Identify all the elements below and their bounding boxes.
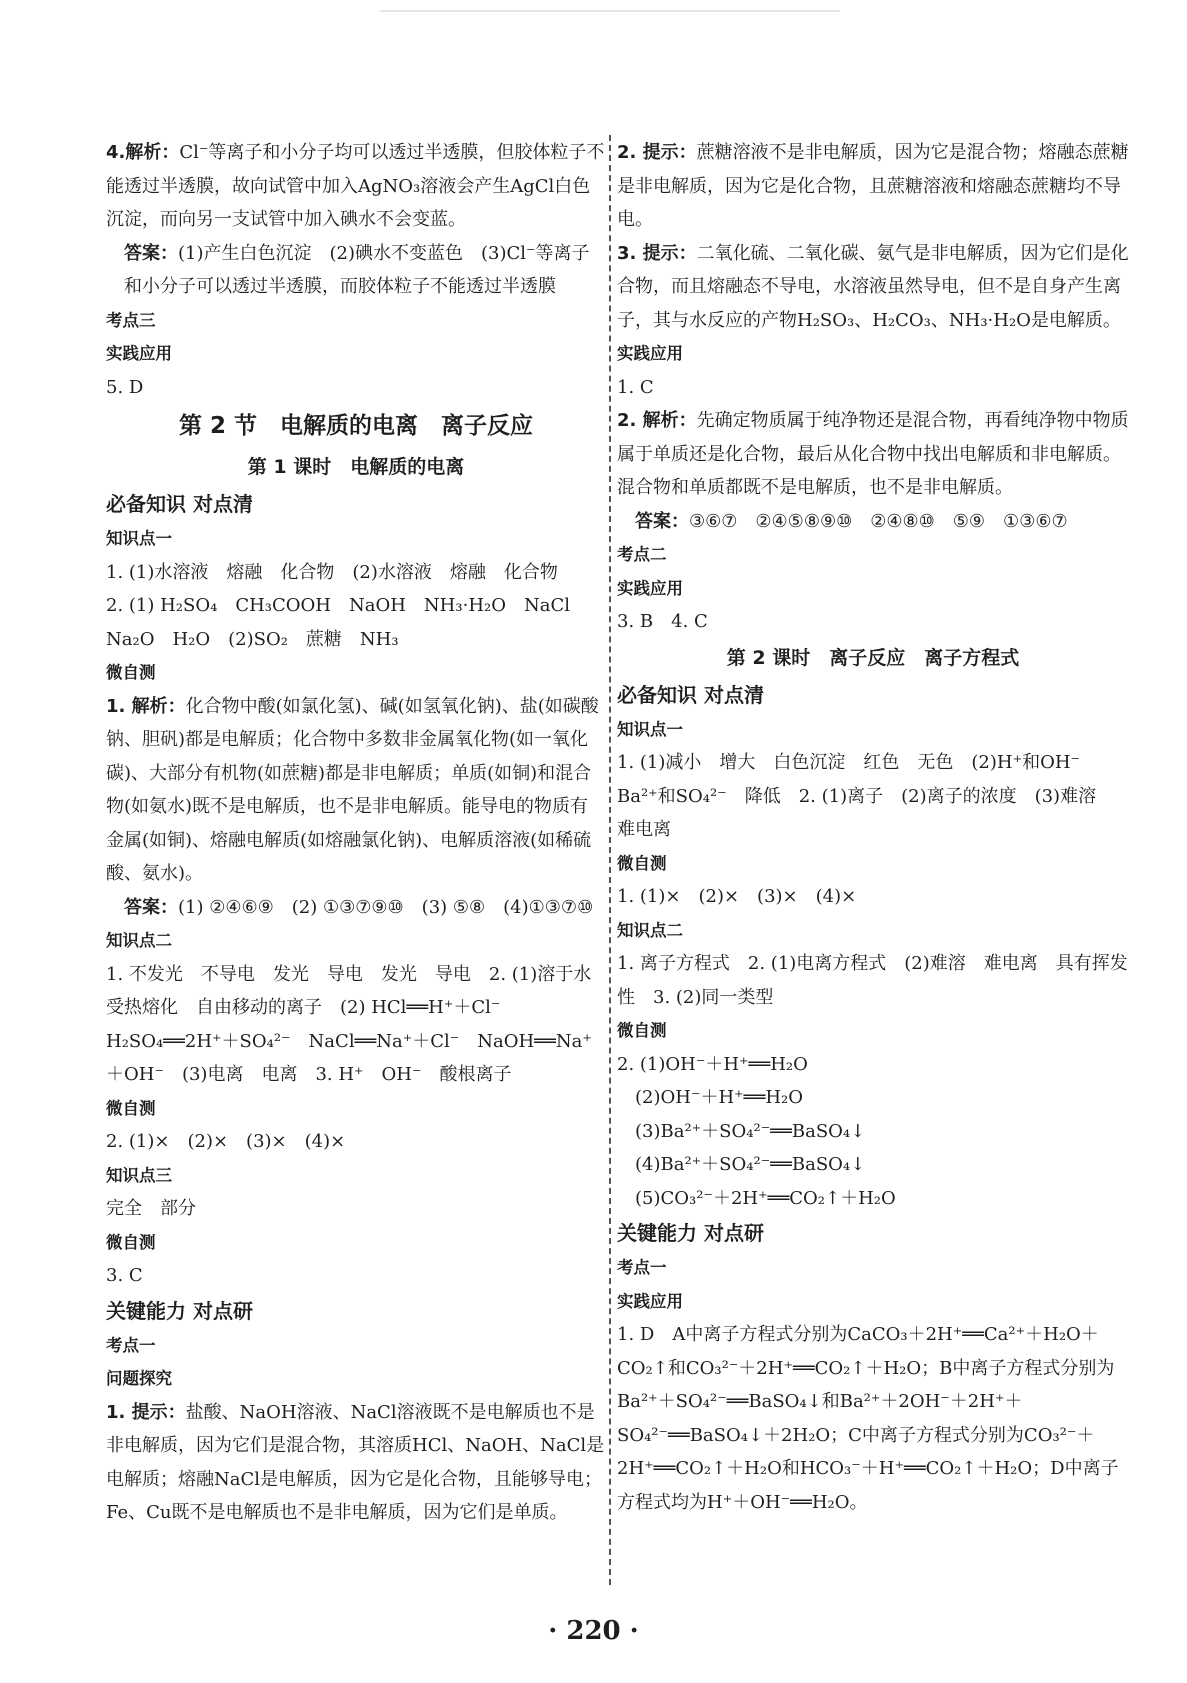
paragraph [617, 1148, 1129, 1182]
section-heading [617, 677, 1129, 713]
paragraph [106, 556, 606, 590]
item-label: 1. 提示： [106, 1401, 186, 1423]
item-text: 第 2 节 电解质的电离 离子反应 [178, 413, 534, 439]
item-text: 化合物中酸(如氯化氢)、碱(如氢氧化钠)、盐(如碳酸钠、胆矾)都是电解质；化合物中多数非金属氧化物(如一氧化碳)、大部分有机物(如蔗糖)都是非电解质；单质(如铜)和混合物(如氨水)既不是电解质，也不是非电解质。能导电的物质有金属(如铜)、熔融电解质(如熔融氯化钠)、电解质溶液(如稀硫酸、氨水)。 [106, 695, 599, 884]
sub-heading [617, 538, 1129, 572]
paragraph [106, 589, 606, 656]
paragraph [617, 947, 1129, 1014]
item-label: 2. 解析： [617, 410, 697, 431]
sub-heading [106, 1226, 606, 1260]
paragraph [617, 371, 1129, 405]
paragraph [106, 1192, 606, 1226]
item-text: (2)OH⁻＋H⁺══H₂O [635, 1087, 803, 1108]
item-text: (3)Ba²⁺＋SO₄²⁻══BaSO₄↓ [635, 1120, 866, 1142]
item-text: (5)CO₃²⁻＋2H⁺══CO₂↑＋H₂O [635, 1187, 896, 1209]
paragraph [106, 136, 606, 237]
item-text: 知识点二 [106, 931, 172, 950]
sub-heading [106, 1362, 606, 1396]
item-text: 知识点三 [106, 1165, 172, 1185]
paragraph [617, 1115, 1129, 1149]
item-label: 1. 解析： [106, 695, 186, 717]
item-text: 1. (1)减小 增大 白色沉淀 红色 无色 (2)H⁺和OH⁻ Ba²⁺和SO₄²⁻ 降低 2. (1)离子 (2)离子的浓度 (3)难溶 难电离 [617, 752, 1115, 840]
item-text: (1) ②④⑥⑨ (2) ①③⑦⑨⑩ (3) ⑤⑧ (4)①③⑦⑩ [178, 896, 594, 918]
item-text: 实践应用 [617, 578, 683, 598]
paragraph [106, 237, 606, 304]
item-text: 1. D A中离子方程式分别为CaCO₃＋2H⁺══Ca²⁺＋H₂O＋CO₂↑和CO₃²⁻＋2H⁺══CO₂↑＋H₂O；B中离子方程式分别为Ba²⁺＋SO₄²⁻══BaSO₄↓和Ba²⁺＋2OH⁻＋2H⁺＋SO₄²⁻══BaSO₄↓＋2H₂O；C中离子方程式分别为CO₃²⁻＋2H⁺══CO₂↑＋H₂O和HCO₃⁻＋H⁺══CO₂↑＋H₂O；D中离子方程式均为H⁺＋OH⁻══H₂O。 [617, 1324, 1119, 1513]
item-label: 答案： [124, 896, 178, 918]
item-text: 知识点二 [617, 920, 683, 940]
item-text: 关键能力 对点研 [617, 1221, 764, 1245]
item-text: 微自测 [106, 663, 156, 682]
item-label: 答案： [635, 510, 689, 532]
paragraph [617, 237, 1129, 338]
paragraph [617, 404, 1129, 505]
item-text: 考点一 [617, 1258, 667, 1277]
item-label: 答案： [124, 242, 178, 264]
item-text: 3. B 4. C [617, 611, 708, 632]
sub-heading [106, 1092, 606, 1126]
item-text: ③⑥⑦ ②④⑤⑧⑨⑩ ②④⑧⑩ ⑤⑨ ①③⑥⑦ [689, 510, 1068, 532]
paragraph [617, 746, 1129, 847]
paragraph [617, 880, 1129, 914]
item-text: 2. (1) H₂SO₄ CH₃COOH NaOH NH₃·H₂O NaCl Na₂O H₂O (2)SO₂ 蔗糖 NH₃ [106, 595, 589, 650]
paragraph [106, 891, 606, 925]
paragraph [617, 605, 1129, 639]
lesson-title [106, 448, 606, 486]
sub-heading [106, 522, 606, 556]
paragraph [106, 958, 610, 1092]
sub-heading [106, 656, 606, 690]
paragraph [106, 1125, 606, 1159]
paragraph [106, 1396, 606, 1530]
paragraph [617, 1081, 1129, 1115]
paragraph [106, 690, 606, 891]
left-column [106, 136, 610, 1530]
item-text: 5. D [106, 376, 144, 398]
sub-heading [617, 914, 1129, 948]
sub-heading [617, 1285, 1129, 1319]
item-text: 第 1 课时 电解质的电离 [247, 456, 465, 478]
item-text: 盐酸、NaOH溶液、NaCl溶液既不是电解质也不是非电解质，因为它们是混合物，其溶质HCl、NaOH、NaCl是电解质；熔融NaCl是电解质，因为它是化合物，且能够导电；Fe、Cu既不是电解质也不是非电解质，因为它们是单质。 [106, 1401, 605, 1523]
item-text: 2. (1)× (2)× (3)× (4)× [106, 1131, 346, 1152]
sub-heading [617, 1014, 1129, 1048]
item-text: 微自测 [106, 1098, 156, 1118]
sub-heading [106, 1159, 606, 1193]
item-text: 1. 不发光 不导电 发光 导电 发光 导电 2. (1)溶于水 受热熔化 自由移动的离子 (2) HCl══H⁺＋Cl⁻ H₂SO₄══2H⁺＋SO₄²⁻ NaCl══Na⁺＋Cl⁻ NaOH══Na⁺＋OH⁻ (3)电离 电离 3. H⁺ OH⁻ 酸根离子 [106, 963, 610, 1085]
item-text: 实践应用 [106, 344, 172, 363]
item-text: 2. (1)OH⁻＋H⁺══H₂O [617, 1053, 808, 1075]
item-text: 1. (1)水溶液 熔融 化合物 (2)水溶液 熔融 化合物 [106, 561, 558, 583]
sub-heading [106, 924, 606, 958]
paragraph [106, 371, 606, 405]
page-number: · 220 · [548, 1616, 639, 1646]
item-text: 考点三 [106, 310, 156, 330]
item-text: (1)产生白色沉淀 (2)碘水不变蓝色 (3)Cl⁻等离子和小分子可以透过半透膜，而胶体粒子不能透过半透膜 [124, 242, 590, 297]
item-text: 实践应用 [617, 1291, 683, 1311]
item-text: 蔗糖溶液不是非电解质，因为它是混合物；熔融态蔗糖是非电解质，因为它是化合物，且蔗糖溶液和熔融态蔗糖均不导电。 [617, 142, 1129, 230]
paragraph [617, 136, 1129, 237]
item-text: 考点二 [617, 545, 667, 564]
sub-heading [617, 337, 1129, 371]
section-heading [106, 1293, 606, 1329]
item-text: 必备知识 对点清 [106, 492, 253, 516]
item-label: 4.解析： [106, 142, 180, 163]
item-text: 微自测 [617, 853, 667, 873]
item-text: (4)Ba²⁺＋SO₄²⁻══BaSO₄↓ [635, 1154, 866, 1175]
item-text: 完全 部分 [106, 1198, 196, 1219]
item-text: 微自测 [617, 1021, 667, 1040]
item-text: 关键能力 对点研 [106, 1298, 253, 1323]
paragraph [617, 1048, 1129, 1082]
sub-heading [617, 713, 1129, 747]
paragraph [106, 1259, 606, 1293]
sub-heading [106, 1329, 606, 1363]
item-text: 二氧化硫、二氧化碳、氨气是非电解质，因为它们是化合物，而且熔融态不导电，水溶液虽然导电，但不是自身产生离子，其与水反应的产物H₂SO₃、H₂CO₃、NH₃·H₂O是电解质。 [617, 242, 1129, 331]
item-label: 3. 提示： [617, 242, 697, 264]
sub-heading [106, 337, 606, 371]
sub-heading [617, 572, 1129, 606]
item-text: 考点一 [106, 1335, 156, 1355]
sub-heading [617, 1251, 1129, 1285]
item-text: 先确定物质属于纯净物还是混合物，再看纯净物中物质属于单质还是化合物，最后从化合物中找出电解质和非电解质。混合物和单质都既不是电解质，也不是非电解质。 [617, 410, 1129, 498]
sub-heading [106, 304, 606, 338]
section-title [106, 404, 606, 448]
item-text: Cl⁻等离子和小分子均可以透过半透膜，但胶体粒子不能透过半透膜，故向试管中加入AgNO₃溶液会产生AgCl白色沉淀，而向另一支试管中加入碘水不会变蓝。 [106, 142, 605, 230]
item-text: 微自测 [106, 1232, 156, 1252]
item-text: 1. C [617, 376, 654, 398]
lesson-title [617, 639, 1129, 677]
paragraph [617, 1318, 1129, 1519]
section-heading [617, 1215, 1129, 1251]
column-divider [609, 135, 611, 1585]
scan-edge-line [380, 10, 840, 12]
item-text: 问题探究 [106, 1369, 172, 1388]
paragraph [617, 505, 1129, 539]
item-label: 2. 提示： [617, 142, 697, 163]
item-text: 知识点一 [617, 719, 683, 739]
section-heading [106, 486, 606, 522]
right-column [617, 136, 1129, 1519]
item-text: 第 2 课时 离子反应 离子方程式 [726, 646, 1020, 669]
item-text: 必备知识 对点清 [617, 682, 764, 707]
sub-heading [617, 847, 1129, 881]
item-text: 实践应用 [617, 344, 683, 363]
paragraph [617, 1182, 1129, 1216]
item-text: 3. C [106, 1265, 143, 1286]
item-text: 1. (1)× (2)× (3)× (4)× [617, 886, 857, 907]
item-text: 1. 离子方程式 2. (1)电离方程式 (2)难溶 难电离 具有挥发性 3. (2)同一类型 [617, 953, 1128, 1008]
item-text: 知识点一 [106, 529, 172, 548]
